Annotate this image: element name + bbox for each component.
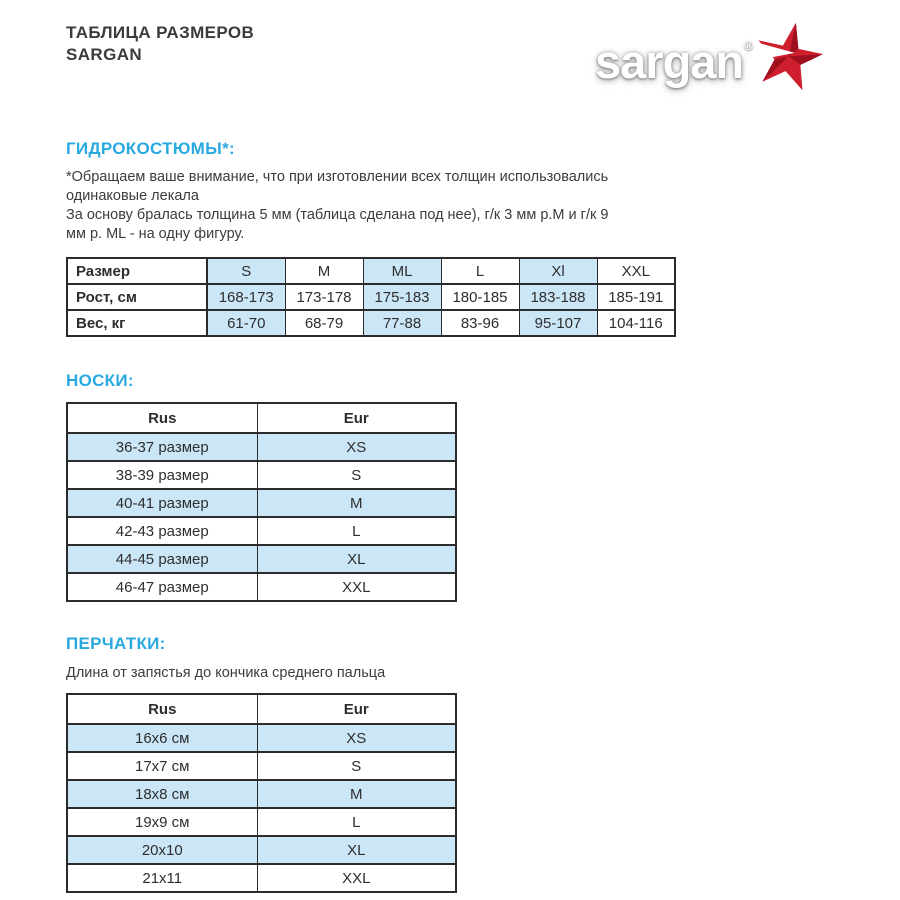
weight-cell: 77-88 xyxy=(363,310,441,336)
table-row xyxy=(67,310,675,336)
height-cell: 173-178 xyxy=(285,284,363,310)
height-cell: 185-191 xyxy=(597,284,675,310)
size-cell: XXL xyxy=(597,258,675,284)
weight-cell: 61-70 xyxy=(207,310,285,336)
height-cell: 168-173 xyxy=(207,284,285,310)
eur-size-cell: XXL xyxy=(257,864,456,892)
page-header xyxy=(66,22,822,95)
sargan-logo-text: sargan® xyxy=(595,35,752,88)
size-cell: M xyxy=(285,258,363,284)
size-cell: S xyxy=(207,258,285,284)
eur-size-cell: S xyxy=(257,752,456,780)
wetsuit-size-table xyxy=(66,257,676,337)
weight-cell: 104-116 xyxy=(597,310,675,336)
table-row xyxy=(67,517,456,545)
weight-cell: 95-107 xyxy=(519,310,597,336)
column-header-rus: Rus xyxy=(67,403,257,433)
weight-cell: 83-96 xyxy=(441,310,519,336)
table-row xyxy=(67,284,675,310)
table-row xyxy=(67,461,456,489)
table-row xyxy=(67,258,675,284)
height-cell: 180-185 xyxy=(441,284,519,310)
table-row xyxy=(67,864,456,892)
column-header-eur: Eur xyxy=(257,403,456,433)
eur-size-cell: XS xyxy=(257,433,456,461)
row-label-weight: Вес, кг xyxy=(67,310,207,336)
gloves-size-table xyxy=(66,693,457,893)
eur-size-cell: L xyxy=(257,517,456,545)
size-cell: L xyxy=(441,258,519,284)
row-label-height: Рост, см xyxy=(67,284,207,310)
eur-size-cell: M xyxy=(257,780,456,808)
row-label-size: Размер xyxy=(67,258,207,284)
rus-size-cell: 44-45 размер xyxy=(67,545,257,573)
wetsuits-section-heading: ГИДРОКОСТЮМЫ*: xyxy=(66,139,235,158)
table-row xyxy=(67,489,456,517)
rus-size-cell: 18x8 см xyxy=(67,780,257,808)
rus-size-cell: 46-47 размер xyxy=(67,573,257,601)
table-row xyxy=(67,403,456,433)
page-title-line2: SARGAN xyxy=(66,45,143,64)
registered-mark-icon: ® xyxy=(744,39,752,53)
size-cell: ML xyxy=(363,258,441,284)
size-cell: Xl xyxy=(519,258,597,284)
rus-size-cell: 36-37 размер xyxy=(67,433,257,461)
table-row xyxy=(67,724,456,752)
eur-size-cell: M xyxy=(257,489,456,517)
column-header-rus: Rus xyxy=(67,694,257,724)
rus-size-cell: 19x9 см xyxy=(67,808,257,836)
eur-size-cell: S xyxy=(257,461,456,489)
rus-size-cell: 20x10 xyxy=(67,836,257,864)
eur-size-cell: L xyxy=(257,808,456,836)
table-row xyxy=(67,780,456,808)
gloves-subtitle: Длина от запястья до кончика среднего пальца xyxy=(66,665,386,681)
wetsuits-notes xyxy=(66,168,626,244)
socks-section-heading: НОСКИ: xyxy=(66,371,134,390)
table-row xyxy=(67,694,456,724)
sargan-logo xyxy=(595,24,822,95)
height-cell: 183-188 xyxy=(519,284,597,310)
column-header-eur: Eur xyxy=(257,694,456,724)
rus-size-cell: 17x7 см xyxy=(67,752,257,780)
table-row xyxy=(67,545,456,573)
table-row xyxy=(67,433,456,461)
page-title-line1: ТАБЛИЦА РАЗМЕРОВ xyxy=(66,23,255,42)
page-title xyxy=(66,22,254,66)
rus-size-cell: 38-39 размер xyxy=(67,461,257,489)
sargan-star-icon xyxy=(756,22,822,93)
weight-cell: 68-79 xyxy=(285,310,363,336)
table-row xyxy=(67,808,456,836)
table-row xyxy=(67,573,456,601)
eur-size-cell: XL xyxy=(257,836,456,864)
table-row xyxy=(67,836,456,864)
rus-size-cell: 21x11 xyxy=(67,864,257,892)
gloves-section-heading: ПЕРЧАТКИ: xyxy=(66,634,166,653)
eur-size-cell: XS xyxy=(257,724,456,752)
eur-size-cell: XL xyxy=(257,545,456,573)
rus-size-cell: 16x6 см xyxy=(67,724,257,752)
rus-size-cell: 40-41 размер xyxy=(67,489,257,517)
socks-size-table xyxy=(66,402,457,602)
eur-size-cell: XXL xyxy=(257,573,456,601)
table-row xyxy=(67,752,456,780)
wetsuits-note-1: *Обращаем ваше внимание, что при изготовлении всех толщин использовались одинаковые лекала xyxy=(66,169,609,204)
rus-size-cell: 42-43 размер xyxy=(67,517,257,545)
wetsuits-note-2: За основу бралась толщина 5 мм (таблица сделана под нее), г/к 3 мм р.М и г/к 9 мм р. ML - на одну фигуру. xyxy=(66,207,609,242)
height-cell: 175-183 xyxy=(363,284,441,310)
